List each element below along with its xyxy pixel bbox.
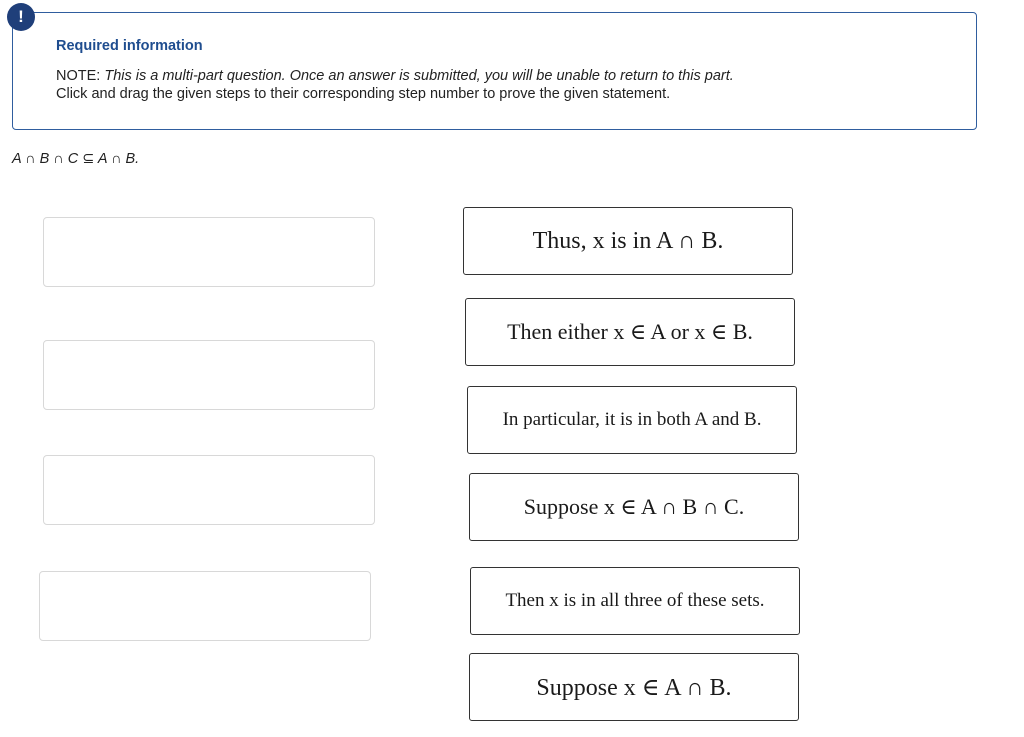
step-card-all-three-sets[interactable] bbox=[470, 567, 800, 635]
required-info-title: Required information bbox=[56, 38, 203, 54]
drop-slot-3[interactable] bbox=[43, 455, 375, 525]
statement-to-prove: A ∩ B ∩ C ⊆ A ∩ B. bbox=[12, 151, 140, 167]
step-card-text: Suppose x ∈ A ∩ B ∩ C. bbox=[523, 494, 745, 519]
drop-slot-1[interactable] bbox=[43, 217, 375, 287]
alert-icon: ! bbox=[7, 3, 35, 31]
instruction-text: Click and drag the given steps to their corresponding step number to prove the given statement. bbox=[56, 86, 671, 102]
step-card-then-either[interactable] bbox=[465, 298, 795, 366]
step-card-text: Then either x ∈ A or x ∈ B. bbox=[507, 319, 753, 344]
drop-slot-4[interactable] bbox=[39, 571, 371, 641]
step-card-text: Then x is in all three of these sets. bbox=[505, 590, 765, 611]
step-card-text: Suppose x ∈ A ∩ B. bbox=[536, 674, 732, 701]
required-info-panel bbox=[12, 12, 977, 130]
step-card-suppose-ab[interactable] bbox=[469, 653, 799, 721]
note-prefix: NOTE: bbox=[56, 68, 101, 84]
note-text bbox=[56, 68, 734, 84]
drop-slot-2[interactable] bbox=[43, 340, 375, 410]
step-card-text: Thus, x is in A ∩ B. bbox=[532, 227, 724, 254]
note-body: This is a multi-part question. Once an answer is submitted, you will be unable to return to this part. bbox=[104, 68, 734, 84]
step-card-suppose-abc[interactable] bbox=[469, 473, 799, 541]
step-card-text: In particular, it is in both A and B. bbox=[502, 409, 762, 430]
step-card-in-particular[interactable] bbox=[467, 386, 797, 454]
step-card-thus-x-in-a-intersect-b[interactable] bbox=[463, 207, 793, 275]
